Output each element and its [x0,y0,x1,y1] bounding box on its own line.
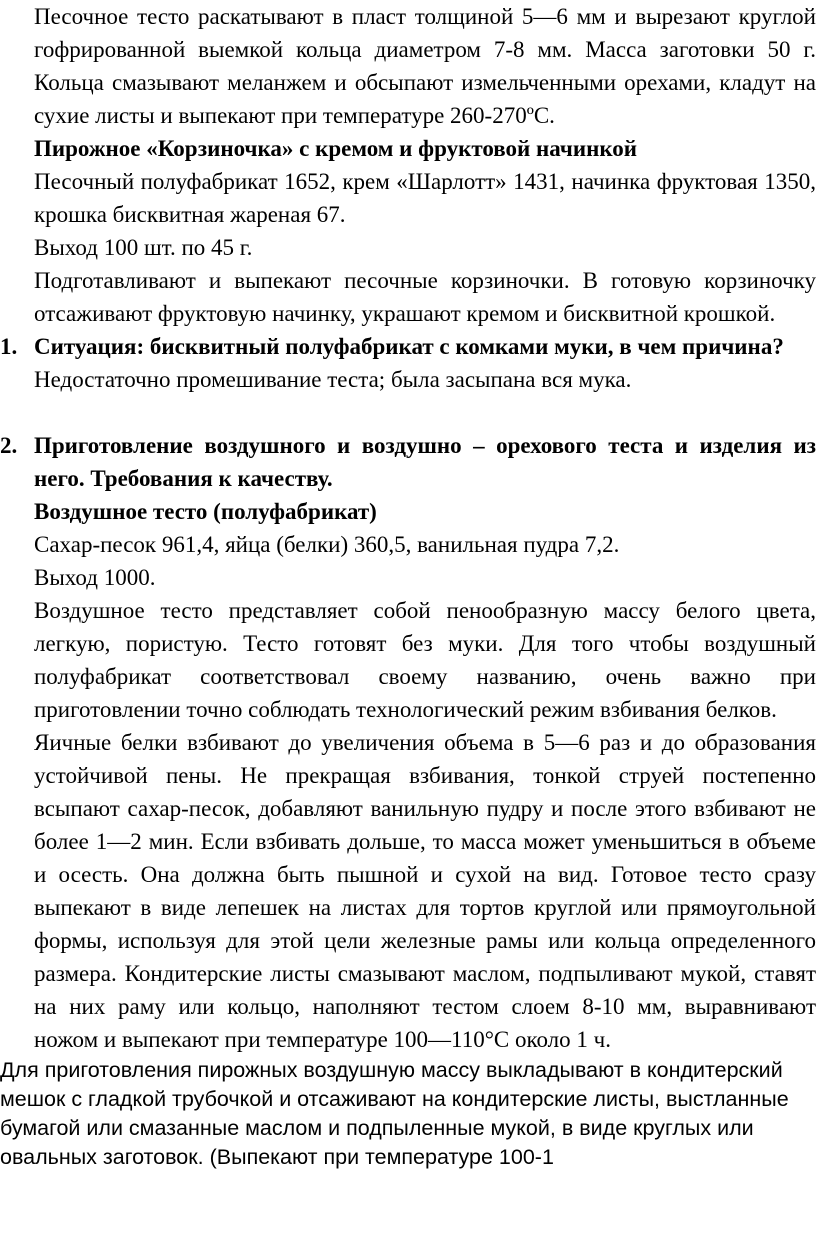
heading-meringue-dough: Приготовление воздушного и воздушно – орехового теста и изделия из него. Требования к качеству. [34,433,816,491]
paragraph-meringue-method: Яичные белки взбивают до увеличения объема в 5—6 раз и до образования устойчивой пены. Не прекращая взбивания, тонкой струей постепенно всыпают сахар-песок, добавляют ванильную пудру и после этого взбивают не более 1—2 мин. Если взбивать дольше, то масса может уменьшиться в объеме и осесть. Она должна быть пышной и сухой на вид. Готовое тесто сразу выпекают в виде лепешек на листах для тортов круглой или прямоугольной формы, используя для этой цели железные рамы или кольца определенного размера. Кондитерские листы смазывают маслом, подпыливают мукой, ставят на них раму или кольцо, наполняют тестом слоем 8-10 мм, выравнивают ножом и выпекают при температуре 100—110°С около 1 ч. [34,730,816,1052]
heading-basket-cake: Пирожное «Корзиночка» с кремом и фруктовой начинкой [34,136,638,161]
section-ring-cookies [34,0,816,330]
question-sponge-lumps: Ситуация: бисквитный полуфабрикат с комками муки, в чем причина? [34,334,784,359]
paragraph-meringue-description: Воздушное тесто представляет собой пенообразную массу белого цвета, легкую, пористую. Тесто готовят без муки. Для того чтобы воздушный полуфабрикат соответствовал своему названию, очень важно при приготовлении точно соблюдать технологический режим взбивания белков. [34,598,816,722]
paragraph-ring-dough: Песочное тесто раскатывают в пласт толщиной 5—6 мм и вырезают круглой гофрированной выемкой кольца диаметром 7-8 мм. Масса заготовки 50 г. Кольца смазывают меланжем и обсыпают измельченными орехами, кладут на сухие листы и выпекают при температуре 260-270ºС. [34,4,816,128]
paragraph-basket-ingredients: Песочный полуфабрикат 1652, крем «Шарлотт» 1431, начинка фруктовая 1350, крошка бисквитная жареная 67. [34,169,816,227]
paragraph-basket-method: Подготавливают и выпекают песочные корзиночки. В готовую корзиночку отсаживают фруктовую начинку, украшают кремом и бисквитной крошкой. [34,268,816,326]
paragraph-meringue-yield: Выход 1000. [34,565,156,590]
list-number-2: 2. [0,433,18,458]
blank-line [0,396,816,429]
paragraph-meringue-ingredients: Сахар-песок 961,4, яйца (белки) 360,5, ванильная пудра 7,2. [34,532,620,557]
list-number-1: 1. [0,334,18,359]
paragraph-meringue-cakes: Для приготовления пирожных воздушную массу выкладывают в кондитерский мешок с гладкой трубочкой и отсаживают на кондитерские листы, выстланные бумагой или смазанные маслом и подпыленные мукой, в виде круглых или овальных заготовок. (Выпекают при температуре 100-1 [0,1058,789,1169]
paragraph-basket-yield: Выход 100 шт. по 45 г. [34,235,253,260]
list-item-2 [0,429,816,1056]
subheading-meringue: Воздушное тесто (полуфабрикат) [34,499,377,524]
list-item-1 [0,330,816,396]
answer-sponge-lumps: Недостаточно промешивание теста; была засыпана вся мука. [34,367,632,392]
